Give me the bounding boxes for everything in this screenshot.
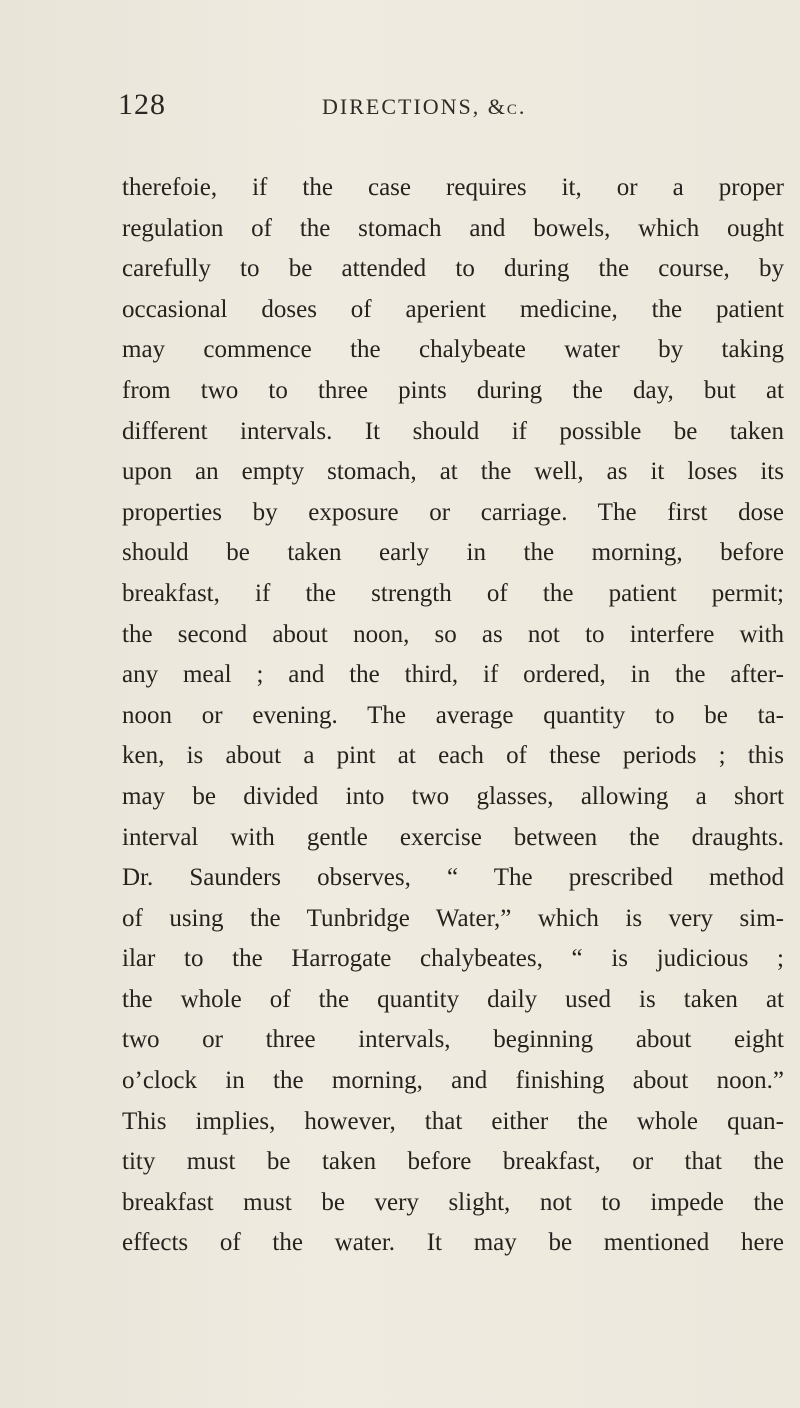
text-line: ilar to the Harrogate chalybeates, “ is judicious ; [122,945,784,973]
text-line: therefoie, if the case requires it, or a proper [122,174,784,201]
text-line: two or three intervals, beginning about eight [122,1026,784,1054]
body-text [122,168,784,1264]
text-line: may commence the chalybeate water by taking [122,336,784,364]
text-line: may be divided into two glasses, allowing a short [122,782,784,810]
text-line: tity must be taken before breakfast, or that the [122,1148,784,1176]
text-line: regulation of the stomach and bowels, which ought [122,214,784,242]
text-line: noon or evening. The average quantity to be ta- [122,701,784,729]
text-line: properties by exposure or carriage. The first dose [122,498,784,526]
text-line: interval with gentle exercise between the draughts. [122,823,784,851]
text-line: any meal ; and the third, if ordered, in the after- [122,661,784,689]
text-line: Dr. Saunders observes, “ The prescribed method [122,864,784,892]
text-line: breakfast must be very slight, not to impede the [122,1188,784,1216]
text-line: o’clock in the morning, and finishing about noon.” [122,1067,784,1095]
text-line: breakfast, if the strength of the patient permit; [122,579,784,607]
text-line: upon an empty stomach, at the well, as it loses its [122,458,784,486]
text-line: carefully to be attended to during the course, by [122,255,784,283]
text-line: effects of the water. It may be mentioned here [122,1229,784,1257]
text-line: from two to three pints during the day, but at [122,376,784,404]
text-line: should be taken early in the morning, before [122,539,784,567]
text-line: of using the Tunbridge Water,” which is very sim- [122,904,784,932]
text-line: This implies, however, that either the whole quan- [122,1107,784,1135]
text-line: the second about noon, so as not to interfere with [122,620,784,648]
running-head [0,88,800,128]
text-line: occasional doses of aperient medicine, the patient [122,295,784,323]
text-line: the whole of the quantity daily used is taken at [122,985,784,1013]
text-line: different intervals. It should if possible be taken [122,417,784,445]
running-title: DIRECTIONS, &c. [322,94,527,119]
page-number: 128 [118,88,166,121]
text-line: ken, is about a pint at each of these periods ; this [122,742,784,770]
